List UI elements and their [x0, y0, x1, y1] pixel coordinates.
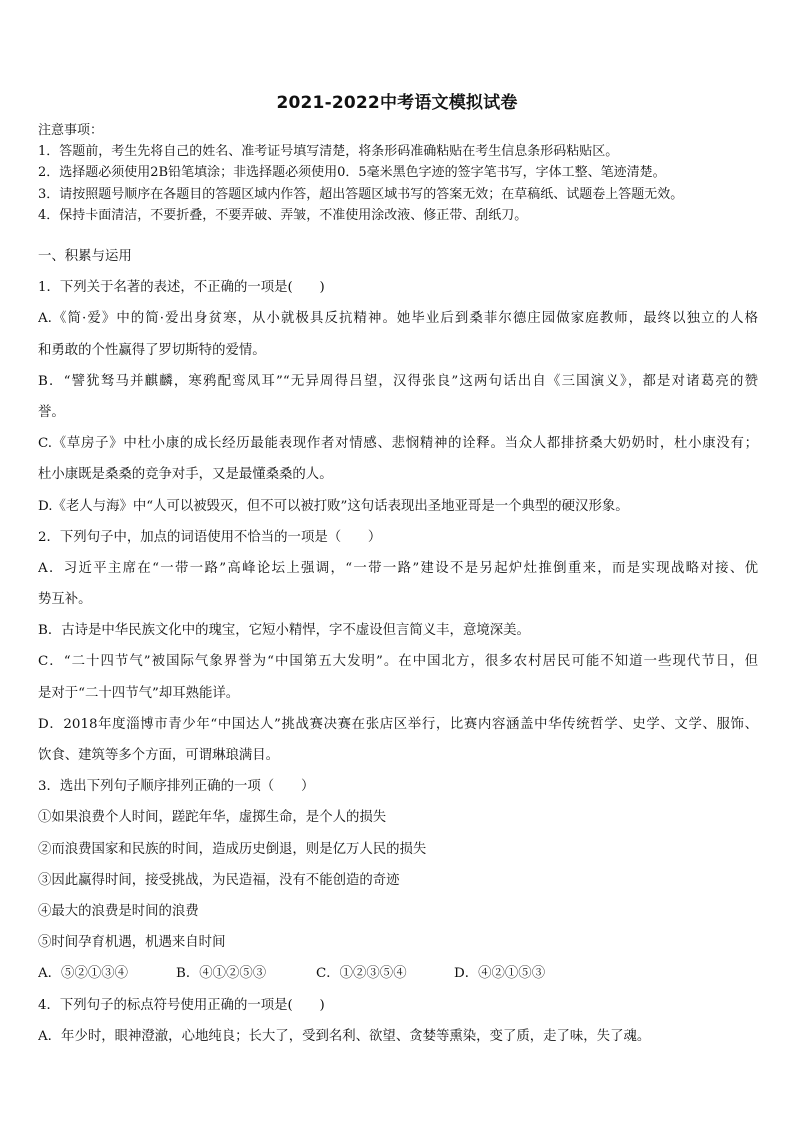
- notice-item: 2．选择题必须使用2B铅笔填涂；非选择题必须使用0．5毫米黑色字迹的签字笔书写，字体工整、笔迹清楚。: [38, 165, 666, 181]
- question-2-option-a-cont: 势互补。: [38, 592, 92, 608]
- question-1-option-d: D.《老人与海》中“人可以被毁灭，但不可以被打败”这句话表现出圣地亚哥是一个典型的硬汉形象。: [38, 498, 629, 514]
- question-3-option-c: C．①②③⑤④: [316, 966, 407, 982]
- question-3-stem: 3．选出下列句子顺序排列正确的一项（ ）: [38, 779, 315, 795]
- question-1-option-c: C.《草房子》中杜小康的成长经历最能表现作者对情感、悲悯精神的诠释。当众人都排挤桑大奶奶时，杜小康没有；: [38, 436, 758, 452]
- notice-item: 4．保持卡面清洁，不要折叠，不要弄破、弄皱，不准使用涂改液、修正带、刮纸刀。: [38, 207, 528, 223]
- question-1-option-c-cont: 杜小康既是桑桑的竞争对手，又是最懂桑桑的人。: [38, 467, 333, 483]
- question-1-option-a-cont: 和勇敢的个性赢得了罗切斯特的爱情。: [38, 342, 266, 358]
- question-2-option-d: D．2018年度淄博市青少年“中国达人”挑战赛决赛在张店区举行，比赛内容涵盖中华传统哲学、史学、文学、服饰、: [38, 716, 758, 732]
- question-3-option-b: B．④①②⑤③: [176, 966, 267, 982]
- question-3-sentence: ①如果浪费个人时间，蹉跎年华，虚掷生命，是个人的损失: [38, 810, 387, 826]
- notice-item: 3．请按照题号顺序在各题目的答题区域内作答，超出答题区域书写的答案无效；在草稿纸、试题卷上答题无效。: [38, 186, 684, 202]
- question-3-options: [38, 958, 758, 989]
- question-3-option-a: A．⑤②①③④: [38, 966, 129, 982]
- question-2-option-c-cont: 是对于“二十四节气”却耳熟能详。: [38, 685, 240, 701]
- question-2-option-d-cont: 饮食、建筑等多个方面，可谓琳琅满目。: [38, 748, 280, 763]
- question-2-option-a: A．习近平主席在“一带一路”高峰论坛上强调，“一带一路”建设不是另起炉灶推倒重来，而是实现战略对接、优: [38, 560, 758, 576]
- notice-item: 1．答题前，考生先将自己的姓名、准考证号填写清楚，将条形码准确粘贴在考生信息条形码粘贴区。: [38, 144, 619, 160]
- question-3-sentence: ⑤时间孕育机遇，机遇来自时间: [38, 935, 226, 951]
- question-body: [38, 241, 758, 1052]
- question-1-option-a: A.《简·爱》中的简·爱出身贫寒，从小就极具反抗精神。她毕业后到桑菲尔德庄园做家庭教师，最终以独立的人格: [38, 311, 758, 327]
- question-2-stem: 2．下列句子中，加点的词语使用不恰当的一项是（ ）: [38, 529, 382, 545]
- question-3-sentence: ③因此赢得时间，接受挑战，为民造福，没有不能创造的奇迹: [38, 872, 400, 888]
- question-3-sentence: ②而浪费国家和民族的时间，造成历史倒退，则是亿万人民的损失: [38, 841, 427, 857]
- page-title: 2021-2022中考语文模拟试卷: [276, 93, 518, 113]
- question-1-option-b-cont: 誉。: [38, 404, 65, 420]
- notice-heading: 注意事项：: [38, 123, 104, 138]
- section-heading: 一、积累与运用: [38, 249, 132, 264]
- notice-block: [38, 120, 758, 226]
- question-4-option-a: A．年少时，眼神澄澈，心地纯良；长大了，受到名利、欲望、贪婪等熏染，变了质，走了味，失了魂。: [38, 1028, 651, 1044]
- question-1-option-b: B．“譬犹驽马并麒麟，寒鸦配鸾凤耳”“无异周得吕望，汉得张良”这两句话出自《三国演义》，都是对诸葛亮的赞: [38, 373, 758, 389]
- question-1-stem: 1．下列关于名著的表述，不正确的一项是( ): [38, 280, 325, 296]
- question-4-stem: 4．下列句子的标点符号使用正确的一项是( ): [38, 997, 325, 1013]
- question-3-sentence: ④最大的浪费是时间的浪费: [38, 903, 199, 919]
- question-3-option-d: D．④②①⑤③: [454, 966, 546, 982]
- question-2-option-b: B．古诗是中华民族文化中的瑰宝，它短小精悍，字不虚设但言简义丰，意境深美。: [38, 623, 530, 639]
- question-2-option-c: C．“二十四节气”被国际气象界誉为“中国第五大发明”。在中国北方，很多农村居民可能不知道一些现代节日，但: [38, 654, 758, 670]
